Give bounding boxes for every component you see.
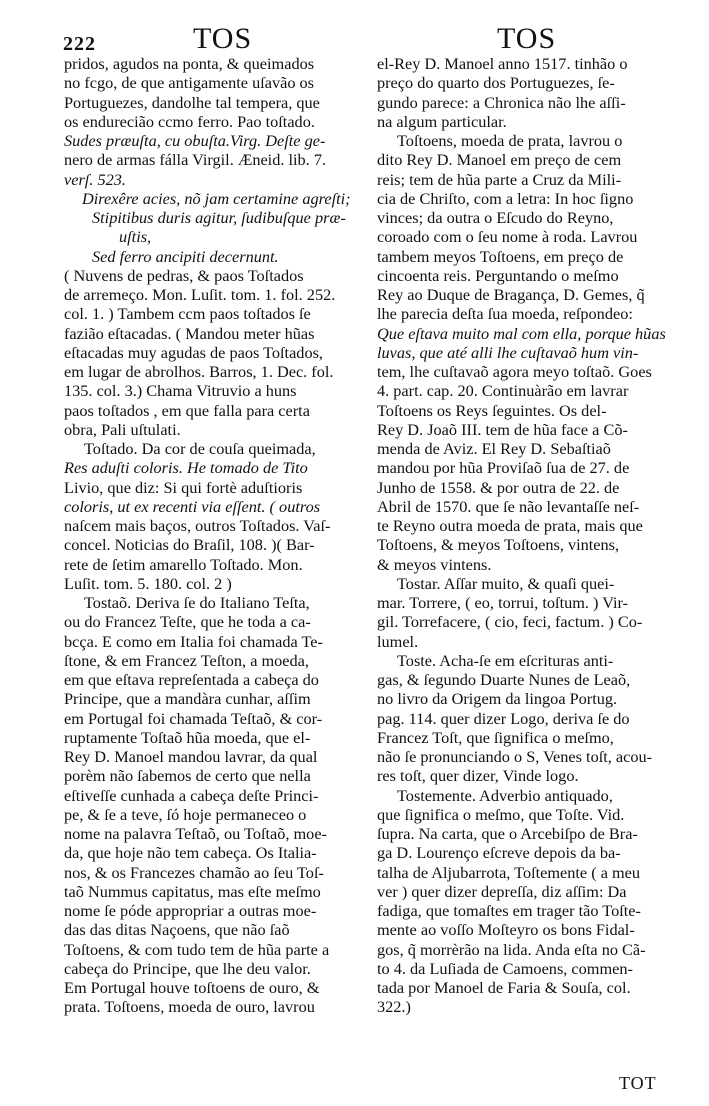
text-line: Toſtoens, & meyos Toſtoens, vintens,	[377, 535, 620, 555]
text-line: Toſtoens os Reys ſeguintes. Os del-	[377, 400, 607, 420]
text-line: Sudes præuſta, cu obuſta.Virg. Deſte ge-	[64, 131, 326, 150]
catchword: TOT	[619, 1073, 657, 1093]
text-line: el-Rey D. Manoel anno 1517. tinhão o	[377, 54, 628, 73]
text-line: taõ Nummus capitatus, mas eſte meſmo	[64, 881, 321, 901]
text-line: ſtone, & em Francez Teſton, a moeda,	[64, 650, 309, 670]
text-line: Direxêre acies, nõ jam certamine agreſti;	[82, 188, 351, 208]
text-line: vinces; da outra o Eſcudo do Reyno,	[377, 208, 614, 227]
text-line: uſtis,	[119, 227, 152, 247]
text-line: que ſignifica o meſmo, que Toſte. Vid.	[377, 804, 625, 824]
text-line: fadiga, que tomaſtes em trager tão Toſte-	[377, 901, 641, 920]
text-line: 322.)	[377, 997, 411, 1017]
text-line: pe, & ſe a teve, ſó hoje permaneceo o	[64, 804, 307, 824]
text-line: em que eſtava repreſentada a cabeça do	[64, 670, 319, 689]
text-line: nome na palavra Teſtaõ, ou Toſtaõ, moe-	[64, 824, 327, 843]
text-line: Rey ao Duque de Bragança, D. Gemes, q̃	[377, 285, 645, 304]
text-line: gil. Torrefacere, ( cio, feci, factum. ) Co-	[377, 612, 643, 632]
text-line: obra, Pali uſtulati.	[64, 419, 181, 439]
text-line: Toſtoens, & com tudo tem de hũa parte a	[64, 939, 330, 959]
text-line: fazião eſtacadas. ( Mandou meter hũas	[64, 323, 315, 343]
text-line: naſcem mais baços, outros Toſtados. Vaſ-	[64, 516, 331, 535]
text-line: Tostaõ. Deriva ſe do Italiano Teſta,	[84, 593, 310, 612]
text-line: nero de armas fálla Virgil. Æneid. lib. 7.	[64, 150, 327, 170]
text-line: Junho de 1558. & por outra de 22. de	[377, 477, 620, 497]
text-line: Rey D. Joaõ III. tem de hũa face a Cõ-	[377, 419, 628, 439]
text-line: gundo parece: a Chronica não lhe aſſi-	[377, 92, 626, 112]
text-line: eſtiveſſe cunhada a cabeça deſte Princi-	[64, 785, 319, 805]
text-line: Portuguezes, dandolhe tal tempera, que	[64, 92, 320, 112]
text-line: não ſe pronunciando o S, Venes toſt, acou-	[377, 747, 653, 766]
text-line: gos, q̃ morrèrão na lida. Anda eſta no Cã-	[377, 939, 646, 959]
text-line: ga D. Lourenço eſcreve depois da ba-	[377, 843, 621, 863]
text-line: tem, lhe cuſtavaõ agora meyo toſtaõ. Goes	[377, 362, 652, 381]
text-line: Tostar. Aſſar muito, & quaſi quei-	[397, 573, 615, 593]
text-line: 4. part. cap. 20. Continuàrão em lavrar	[377, 381, 629, 401]
page-number: 222	[63, 33, 96, 55]
text-line: ver ) quer dizer depreſſa, diz aſſim: Da	[377, 881, 627, 901]
text-line: Tostemente. Adverbio antiquado,	[397, 785, 613, 805]
text-line: prata. Toſtoens, moeda de ouro, lavrou	[64, 997, 315, 1017]
text-line: dito Rey D. Manoel em preço de cem	[377, 150, 622, 170]
text-line: coloris, ut ex recenti via eſſent. ( outros	[64, 496, 321, 516]
text-line: Abril de 1570. que ſe não levantaſſe neſ-	[377, 496, 640, 516]
text-line: os endurecião ccmo ferro. Pao toſtado.	[64, 111, 315, 131]
text-line: cabeça do Principe, que lhe deu valor.	[64, 958, 311, 978]
text-line: Francez Toſt, que ſignifica o meſmo,	[377, 727, 614, 747]
text-line: to 4. da Luſiada de Camoens, commen-	[377, 958, 633, 978]
text-line: em Portugal foi chamada Teſtaõ, & cor-	[64, 708, 323, 728]
text-line: Sed ferro ancipiti decernunt.	[92, 246, 279, 266]
text-line: mandou por hũa Proviſaõ ſua de 27. de	[377, 458, 630, 478]
text-line: paos toſtados , em que falla para certa	[64, 400, 310, 420]
text-line: talha de Aljubarrota, Toſtemente ( a meu	[377, 862, 641, 882]
text-line: Em Portugal houve toſtoens de ouro, &	[64, 978, 320, 997]
text-line: reis; tem de hũa parte a Cruz da Mili-	[377, 169, 622, 189]
text-line: Rey D. Manoel mandou lavrar, da qual	[64, 747, 318, 766]
text-line: Toſtoens, moeda de prata, lavrou o	[397, 131, 623, 150]
running-head-right: TOS	[497, 22, 557, 55]
text-line: cincoenta reis. Perguntando o meſmo	[377, 265, 619, 285]
text-line: de arremeço. Mon. Luſit. tom. 1. fol. 252.	[64, 285, 336, 304]
running-head-left: TOS	[193, 22, 253, 55]
text-line: preço do quarto dos Portuguezes, ſe-	[377, 73, 615, 93]
text-line: eſtacadas muy agudas de paos Toſtados,	[64, 342, 323, 362]
text-line: ou do Francez Teſte, que he toda a ca-	[64, 612, 311, 632]
text-line: ſupra. Na carta, que o Arcebiſpo de Bra-	[377, 824, 638, 843]
text-line: Principe, que a mandàra cunhar, aſſim	[64, 689, 311, 709]
text-line: Luſit. tom. 5. 180. col. 2 )	[64, 573, 232, 593]
text-line: Toſtado. Da cor de couſa queimada,	[84, 439, 316, 458]
text-line: Stipitibus duris agitur, ſudibuſque præ-	[92, 208, 346, 227]
text-line: lumel.	[377, 631, 419, 651]
text-line: da, que hoje não tem cabeça. Os Italia-	[64, 843, 317, 863]
text-line: rete de ſetim amarello Toſtado. Mon.	[64, 554, 303, 574]
text-line: pridos, agudos na ponta, & queimados	[64, 54, 315, 73]
text-line: concel. Noticias do Braſil, 108. )( Bar-	[64, 535, 315, 555]
text-line: & meyos vintens.	[377, 554, 492, 574]
text-line: tada por Manoel de Faria & Souſa, col.	[377, 978, 631, 997]
text-line: verſ. 523.	[64, 169, 126, 189]
right-column	[377, 54, 682, 1017]
text-line: no livro da Origem da lingoa Portug.	[377, 689, 618, 709]
text-line: res toſt, quer dizer, Vinde logo.	[377, 766, 579, 786]
text-line: Livio, que diz: Si qui fortè aduſtioris	[64, 477, 303, 497]
text-line: pag. 114. quer dizer Logo, deriva ſe do	[377, 708, 630, 728]
left-column	[64, 54, 364, 1017]
text-line: coroado com o ſeu nome à roda. Lavrou	[377, 227, 638, 247]
text-line: lhe parecia deſta ſua moeda, reſpondeo:	[377, 304, 633, 324]
text-line: das das ditas Naçoens, que não ſaõ	[64, 920, 290, 940]
text-line: ( Nuvens de pedras, & paos Toſtados	[64, 265, 304, 285]
text-line: cia de Chriſto, com a letra: In hoc ſigno	[377, 188, 634, 208]
text-line: porèm não ſabemos de certo que nella	[64, 766, 311, 786]
text-line: Que eſtava muito mal com ella, porque hũas	[377, 323, 666, 343]
text-line: te Reyno outra moeda de prata, mais que	[377, 516, 643, 535]
text-line: tambem meyos Toſtoens, em preço de	[377, 246, 624, 266]
text-line: na algum particular.	[377, 111, 507, 131]
text-line: no fcgo, de que antigamente uſavão os	[64, 73, 315, 93]
text-line: ruptamente Toſtaõ hũa moeda, que el-	[64, 727, 311, 747]
text-line: em lugar de abrolhos. Barros, 1. Dec. fol.	[64, 362, 334, 381]
text-line: menda de Aviz. El Rey D. Sebaſtiaõ	[377, 439, 611, 458]
text-line: bcça. E como em Italia foi chamada Te-	[64, 631, 323, 651]
text-line: gas, & ſegundo Duarte Nunes de Leaõ,	[377, 670, 631, 689]
text-line: luvas, que até alli lhe cuſtavaõ hum vin-	[377, 342, 639, 362]
text-line: 135. col. 3.) Chama Vitruvio a huns	[64, 381, 297, 401]
text-line: col. 1. ) Tambem ccm paos toſtados ſe	[64, 304, 311, 324]
text-line: nome ſe póde appropriar a outras moe-	[64, 901, 317, 920]
text-line: mar. Torrere, ( eo, torrui, toſtum. ) Vir-	[377, 593, 629, 612]
text-line: Toste. Acha-ſe em eſcrituras anti-	[397, 650, 614, 670]
text-line: Res aduſti coloris. He tomado de Tito	[64, 458, 308, 478]
text-line: nos, & os Francezes chamão ao ſeu Toſ-	[64, 862, 324, 882]
text-line: mente ao voſſo Moſteyro os bons Fidal-	[377, 920, 635, 940]
